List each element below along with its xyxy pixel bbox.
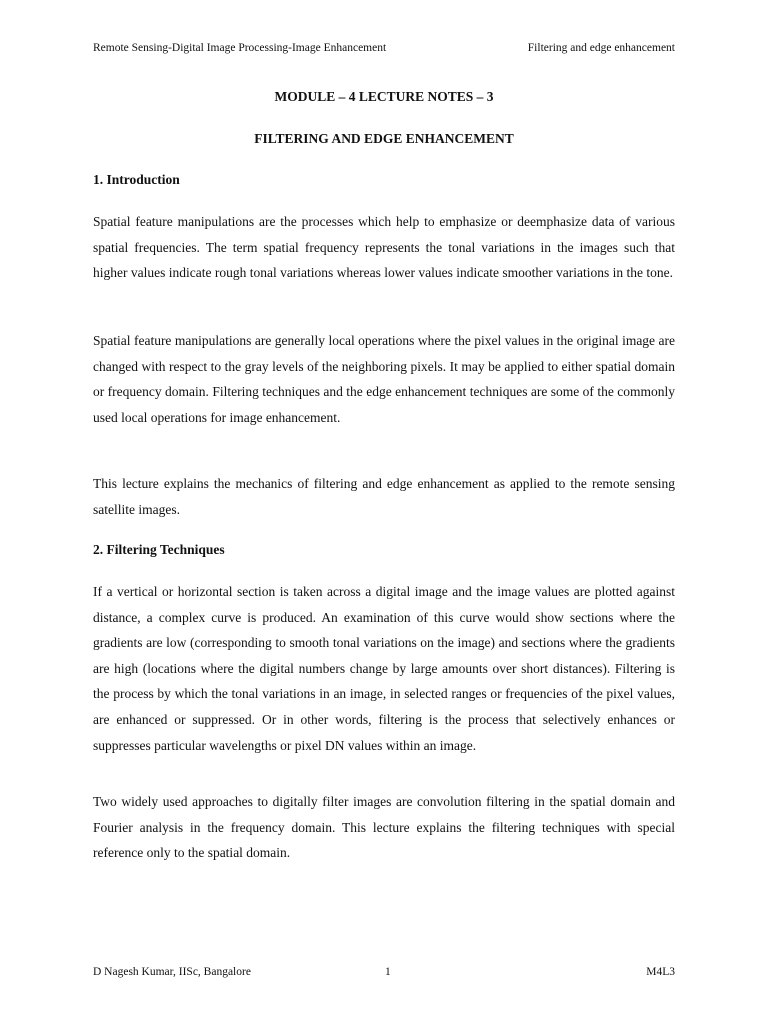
section-heading-introduction: 1. Introduction bbox=[93, 172, 180, 187]
header-course-title: Remote Sensing-Digital Image Processing-Image Enhancement bbox=[93, 42, 387, 54]
intro-paragraph-3: This lecture explains the mechanics of filtering and edge enhancement as applied to the remote sensing satellite images. bbox=[93, 476, 675, 517]
module-title: MODULE – 4 LECTURE NOTES – 3 bbox=[274, 89, 494, 104]
footer-page-number: 1 bbox=[385, 966, 391, 978]
footer-author: D Nagesh Kumar, IISc, Bangalore bbox=[93, 966, 251, 978]
footer-lecture-code: M4L3 bbox=[646, 966, 675, 978]
intro-paragraph-1: Spatial feature manipulations are the processes which help to emphasize or deemphasize data of various spatial frequencies. The term spatial frequency represents the tonal variations in the images such that higher values indicate rough tonal variations whereas lower values indicate smoother variations in the tone. bbox=[93, 214, 675, 281]
running-header bbox=[93, 42, 675, 54]
filtering-paragraph-1: If a vertical or horizontal section is taken across a digital image and the image values are plotted against distance, a complex curve is produced. An examination of this curve would show sections where the gradients are low (corresponding to smooth tonal variations on the image) and sections where the gradients are high (locations where the digital numbers change by large amounts over short distances). Filtering is the process by which the tonal variations in an image, in selected ranges or frequencies of the pixel values, are enhanced or suppressed. Or in other words, filtering is the process that selectively enhances or suppresses particular wavelengths or pixel DN values within an image. bbox=[93, 584, 675, 753]
header-topic: Filtering and edge enhancement bbox=[527, 42, 675, 54]
section-heading-filtering: 2. Filtering Techniques bbox=[93, 542, 225, 557]
document-title: FILTERING AND EDGE ENHANCEMENT bbox=[254, 131, 514, 146]
filtering-paragraph-2: Two widely used approaches to digitally filter images are convolution filtering in the spatial domain and Fourier analysis in the frequency domain. This lecture explains the filtering techniques with special reference only to the spatial domain. bbox=[93, 794, 675, 861]
intro-paragraph-2: Spatial feature manipulations are generally local operations where the pixel values in the original image are changed with respect to the gray levels of the neighboring pixels. It may be applied to either spatial domain or frequency domain. Filtering techniques and the edge enhancement techniques are some of the commonly used local operations for image enhancement. bbox=[93, 333, 675, 425]
